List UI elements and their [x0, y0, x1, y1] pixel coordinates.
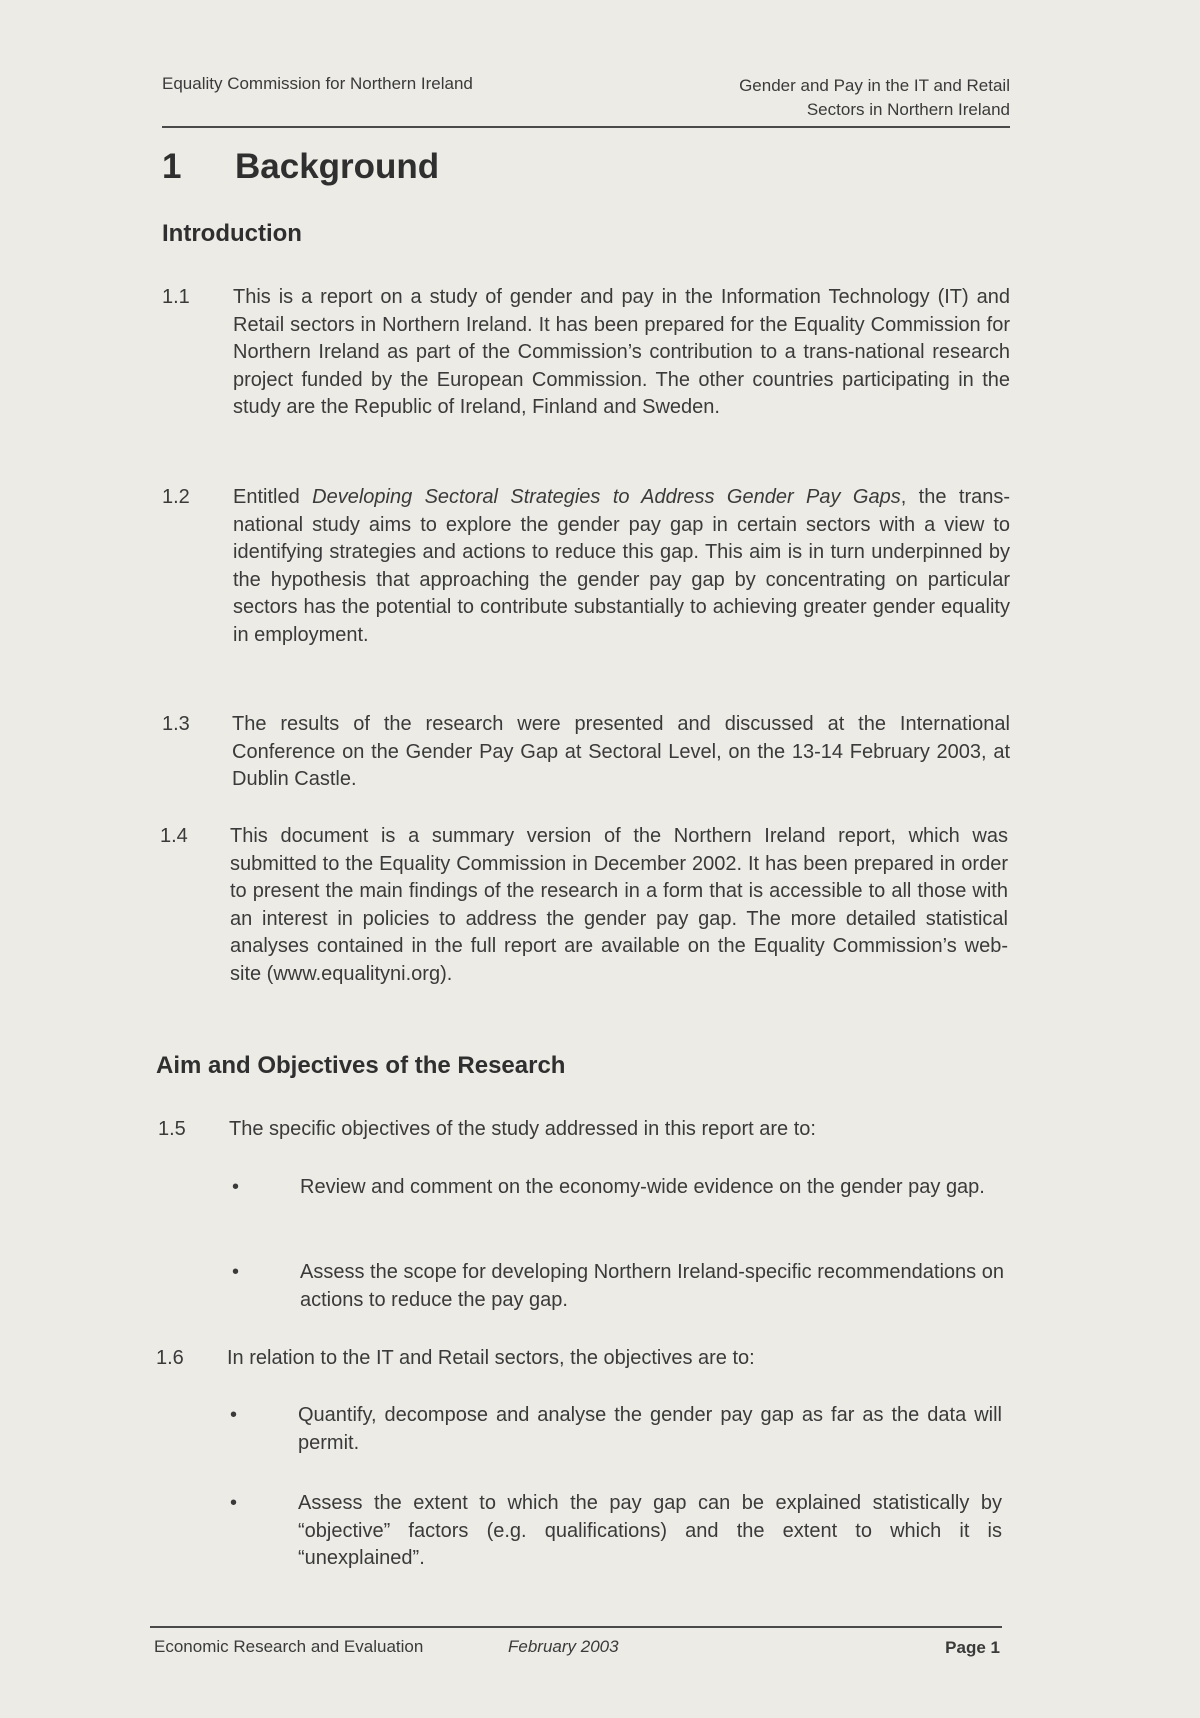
- list-item-text: Review and comment on the economy-wide evidence on the gender pay gap.: [300, 1176, 985, 1198]
- footer-date: February 2003: [508, 1637, 619, 1656]
- paragraph-1-1: [162, 284, 1010, 450]
- paragraph-text: [233, 484, 1010, 649]
- bullet-marker: •: [230, 1404, 238, 1426]
- paragraph-lead: Entitled: [233, 486, 313, 508]
- paragraph-1-6: [156, 1345, 1006, 1375]
- header-report-title: [739, 74, 1010, 122]
- header-organisation: Equality Commission for Northern Ireland: [162, 74, 473, 93]
- chapter-title: Background: [235, 147, 440, 186]
- footer-author: Economic Research and Evaluation: [154, 1637, 424, 1656]
- paragraph-1-4: [160, 823, 1008, 1017]
- chapter-number: 1: [162, 147, 182, 186]
- page-label: Page: [945, 1638, 986, 1657]
- paragraph-text: This document is a summary version of the Northern Ireland report, which was submitted to the Equality Commission in December 2002. It has been prepared in order to present the main findings of the research in a form that is accessible to all those with an interest in policies to address the gender pay gap. The more detailed statistical analyses contained in the full report are available on the Equality Commission’s web-site (www.equalityni.org).: [230, 825, 1008, 985]
- chapter-heading: [162, 147, 439, 187]
- paragraph-number: 1.5: [158, 1118, 186, 1140]
- paragraph-number: 1.2: [162, 486, 190, 508]
- bullet-marker: •: [230, 1492, 238, 1514]
- paragraph-text: In relation to the IT and Retail sectors, the objectives are to:: [227, 1347, 755, 1369]
- section-heading-introduction: Introduction: [162, 220, 302, 247]
- paragraph-1-5: [158, 1116, 1006, 1146]
- page-number-value: 1: [990, 1638, 1000, 1657]
- paragraph-number: 1.3: [162, 713, 190, 735]
- header-title-line-1: Gender and Pay in the IT and Retail: [739, 76, 1010, 95]
- paragraph-number: 1.4: [160, 825, 188, 847]
- list-item: [232, 1259, 1004, 1315]
- page-number: [945, 1638, 1000, 1658]
- paragraph-number: 1.1: [162, 286, 190, 308]
- paragraph-text: The specific objectives of the study addressed in this report are to:: [229, 1118, 816, 1140]
- bullet-marker: •: [232, 1261, 240, 1283]
- study-title: Developing Sectoral Strategies to Address Gender Pay Gaps: [312, 486, 901, 508]
- list-item-text: Quantify, decompose and analyse the gender pay gap as far as the data will permit.: [298, 1404, 1002, 1454]
- running-header: [162, 74, 1010, 128]
- list-item-text: Assess the extent to which the pay gap can be explained statistically by “objective” factors (e.g. qualifications) and the extent to which it is “unexplained”.: [298, 1492, 1002, 1569]
- running-footer: [150, 1626, 1002, 1668]
- paragraph-number: 1.6: [156, 1347, 184, 1369]
- section-heading-aims: Aim and Objectives of the Research: [156, 1052, 566, 1079]
- paragraph-body: , the trans-national study aims to explore the gender pay gap in certain sectors with a view to identifying strategies and actions to reduce this gap. This aim is in turn underpinned by the hypothesis that approaching the gender pay gap by concentrating on particular sectors has the potential to contribute substantially to achieving greater gender equality in employment.: [233, 486, 1011, 646]
- list-item: [232, 1174, 1004, 1230]
- header-title-line-2: Sectors in Northern Ireland: [806, 100, 1010, 119]
- paragraph-1-2: [162, 484, 1010, 678]
- list-item-text: Assess the scope for developing Northern Ireland-specific recommendations on actions to reduce the pay gap.: [300, 1261, 1004, 1311]
- paragraph-text: This is a report on a study of gender and pay in the Information Technology (IT) and Retail sectors in Northern Ireland. It has been prepared for the Equality Commission for Northern Ireland as part of the Commission’s contribution to a trans-national research project funded by the European Commission. The other countries participating in the study are the Republic of Ireland, Finland and Sweden.: [233, 286, 1010, 418]
- list-item: [230, 1402, 1002, 1458]
- paragraph-text: The results of the research were presented and discussed at the International Conference on the Gender Pay Gap at Sectoral Level, on the 13-14 February 2003, at Dublin Castle.: [232, 713, 1010, 790]
- bullet-marker: •: [232, 1176, 240, 1198]
- list-item: [230, 1490, 1002, 1574]
- paragraph-1-3: [162, 711, 1010, 795]
